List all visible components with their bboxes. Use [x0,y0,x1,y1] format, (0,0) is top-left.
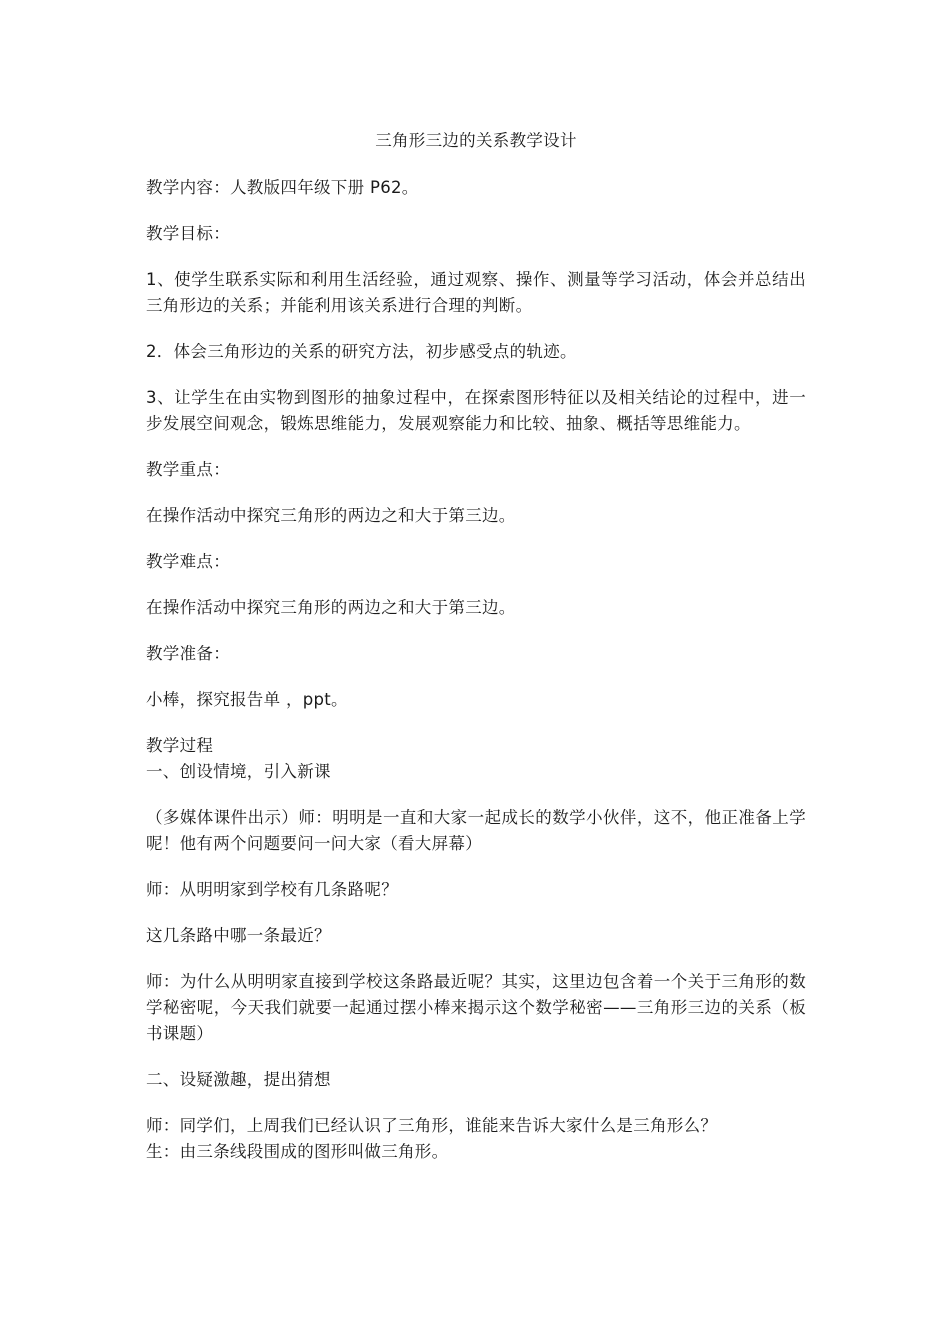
process-heading: 教学过程 [146,736,214,755]
teacher-explanation: 师：为什么从明明家直接到学校这条路最近呢？其实，这里边包含着一个关于三角形的数学秘密呢，今天我们就要一起通过摆小棒来揭示这个数学秘密——三角形三边的关系（板书课题） [146,972,806,1043]
key-point-heading: 教学重点： [146,460,230,479]
preparation-heading: 教学准备： [146,644,230,663]
objective-1: 1、使学生联系实际和利用生活经验，通过观察、操作、测量等学习活动，体会并总结出三角形边的关系；并能利用该关系进行合理的判断。 [146,270,806,315]
objectives-heading: 教学目标： [146,224,230,243]
question-shortest: 这几条路中哪一条最近？ [146,926,331,945]
key-point-text: 在操作活动中探究三角形的两边之和大于第三边。 [146,506,516,525]
teaching-content: 教学内容：人教版四年级下册 P62。 [146,178,419,197]
document-title: 三角形三边的关系教学设计 [375,131,577,150]
preparation-text: 小棒，探究报告单 ，ppt。 [146,690,348,709]
difficulty-heading: 教学难点： [146,552,230,571]
section-1-heading: 一、创设情境，引入新课 [146,762,331,781]
teacher-question: 师：同学们，上周我们已经认识了三角形，谁能来告诉大家什么是三角形么？ [146,1116,718,1135]
section-2-heading: 二、设疑激趣，提出猜想 [146,1070,331,1089]
document-body [146,128,806,1185]
student-answer: 生：由三条线段围成的图形叫做三角形。 [146,1142,449,1161]
question-routes: 师：从明明家到学校有几条路呢？ [146,880,398,899]
objective-3: 3、让学生在由实物到图形的抽象过程中，在探索图形特征以及相关结论的过程中，进一步发展空间观念，锻炼思维能力，发展观察能力和比较、抽象、概括等思维能力。 [146,388,806,433]
difficulty-text: 在操作活动中探究三角形的两边之和大于第三边。 [146,598,516,617]
objective-2: 2．体会三角形边的关系的研究方法，初步感受点的轨迹。 [146,342,577,361]
section-1-intro: （多媒体课件出示）师：明明是一直和大家一起成长的数学小伙伴，这不，他正准备上学呢！他有两个问题要问一问大家（看大屏幕） [146,808,806,853]
